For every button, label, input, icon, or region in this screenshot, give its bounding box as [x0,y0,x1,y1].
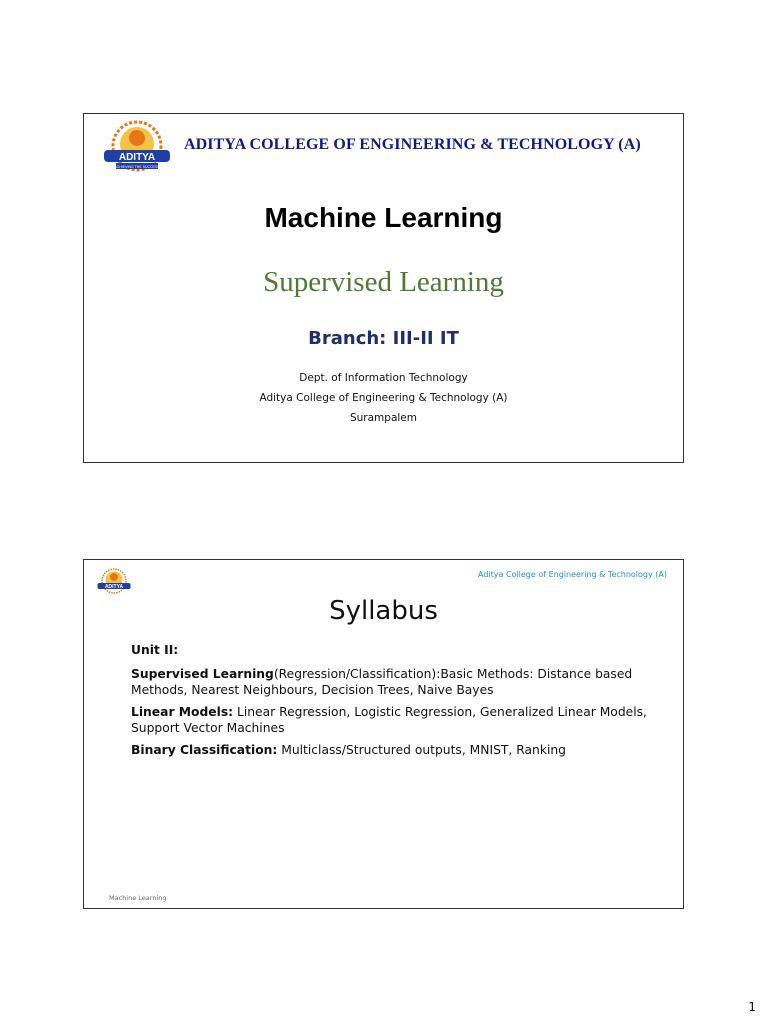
syllabus-item-text: Multiclass/Structured outputs, MNIST, Ranking [277,743,566,757]
college-logo-icon [98,120,176,172]
dept-line: Dept. of Information Technology [299,372,468,384]
syllabus-item [131,704,651,736]
page-number: 1 [748,1000,756,1014]
syllabus-item [131,666,651,698]
slide-title: Machine Learning [264,202,503,233]
college-header: ADITYA COLLEGE OF ENGINEERING & TECHNOLOGY (A) [184,136,641,153]
college-logo-icon [94,568,134,594]
syllabus-item [131,742,651,758]
slide-footer: Machine Learning [109,894,167,902]
title-slide [83,113,684,463]
syllabus-item-text: (Regression/Classification):Basic Methods: Distance based Methods, Nearest Neighbours, Decision Trees, Naive Bayes [131,667,633,697]
logo-text: ADITYA [104,584,124,590]
dept-line: Surampalem [349,412,417,424]
college-header-small: Aditya College of Engineering & Technology (A) [478,570,667,579]
dept-line: Aditya College of Engineering & Technology (A) [259,392,508,404]
syllabus-item-label: Binary Classification: [131,743,278,757]
syllabus-item-label: Linear Models: [131,705,234,719]
slide-subtitle: Supervised Learning [263,266,504,298]
slide-title: Syllabus [329,596,438,626]
syllabus-content [131,642,651,764]
syllabus-slide [83,559,684,909]
syllabus-item-text: Linear Regression, Logistic Regression, Generalized Linear Models, Support Vector Machines [131,705,647,735]
department-info [84,368,683,428]
logo-text: ADITYA [118,152,156,163]
branch-label: Branch: III-II IT [308,328,459,349]
syllabus-item-label: Supervised Learning [131,667,274,681]
logo-tagline: ACHIEVING THE SUCCESS [114,165,160,169]
unit-heading: Unit II: [131,643,179,657]
